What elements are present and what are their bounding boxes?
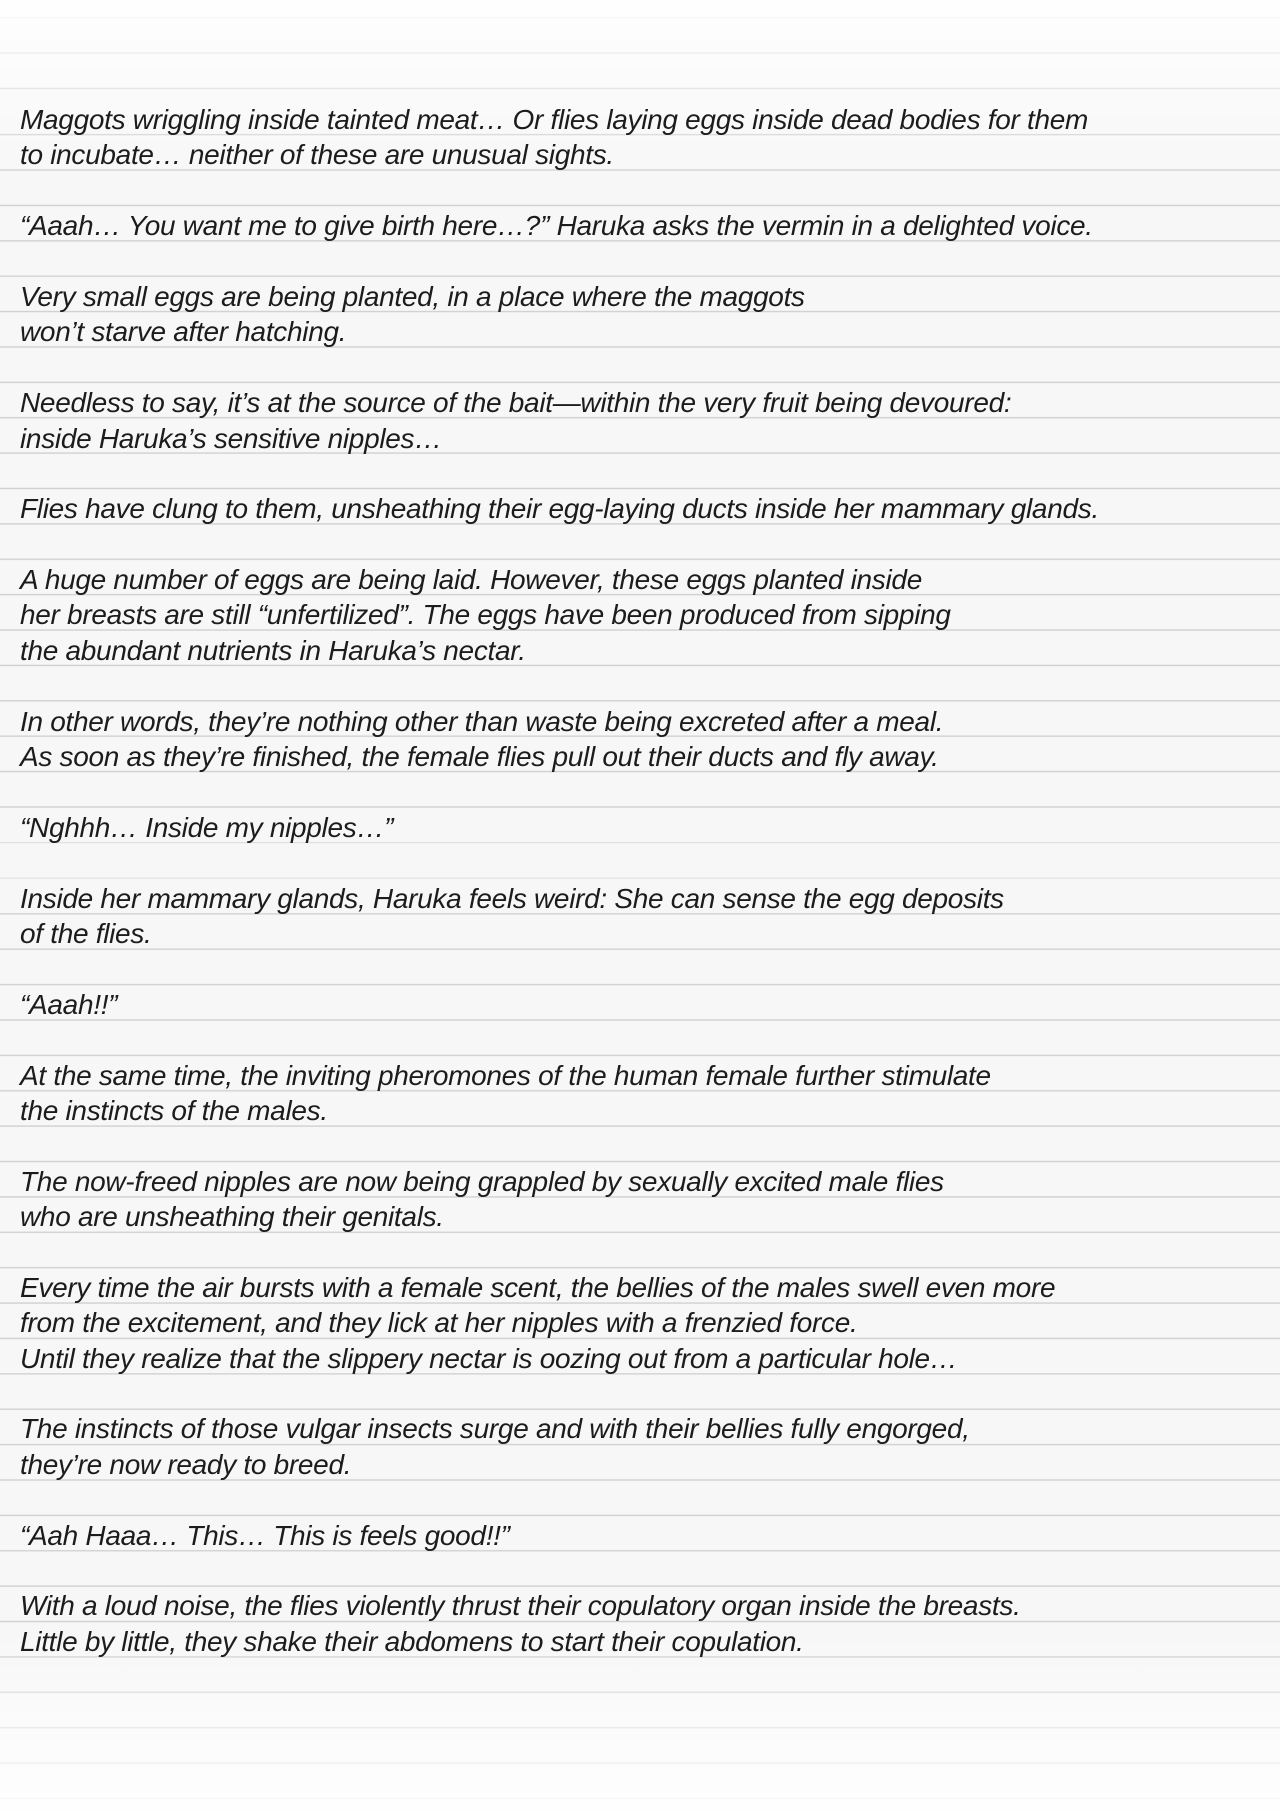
text-line: to incubate… neither of these are unusual sights. xyxy=(20,139,614,171)
text-line: Flies have clung to them, unsheathing their egg-laying ducts inside her mammary glands. xyxy=(20,493,1099,525)
text-line: With a loud noise, the flies violently thrust their copulatory organ inside the breasts. xyxy=(20,1590,1021,1622)
paragraph xyxy=(20,279,1280,350)
paragraph xyxy=(20,704,1280,775)
paragraph xyxy=(20,881,1280,952)
text-line: they’re now ready to breed. xyxy=(20,1448,352,1480)
paragraph xyxy=(20,1270,1280,1376)
text-line: inside Haruka’s sensitive nipples… xyxy=(20,422,442,454)
text-line: Little by little, they shake their abdomens to start their copulation. xyxy=(20,1625,804,1657)
text-line: “Aaah!!” xyxy=(20,988,118,1020)
text-line: Every time the air bursts with a female scent, the bellies of the males swell even more xyxy=(20,1271,1056,1303)
paragraph xyxy=(20,810,1280,845)
text-line: the instincts of the males. xyxy=(20,1094,328,1126)
text-line: Needless to say, it’s at the source of the bait—within the very fruit being devoured: xyxy=(20,387,1012,419)
text-line: Until they realize that the slippery nectar is oozing out from a particular hole… xyxy=(20,1342,958,1374)
paragraph xyxy=(20,208,1280,243)
paragraph xyxy=(20,1518,1280,1553)
paragraph xyxy=(20,1588,1280,1659)
paragraph xyxy=(20,1411,1280,1482)
text-line: “Nghhh… Inside my nipples…” xyxy=(20,811,394,843)
text-line: her breasts are still “unfertilized”. The eggs have been produced from sipping xyxy=(20,599,951,631)
text-line: who are unsheathing their genitals. xyxy=(20,1201,444,1233)
text-line: Inside her mammary glands, Haruka feels weird: She can sense the egg deposits xyxy=(20,882,1004,914)
text-line: “Aah Haaa… This… This is feels good!!” xyxy=(20,1519,510,1551)
paragraph xyxy=(20,1164,1280,1235)
paragraph xyxy=(20,385,1280,456)
document-text xyxy=(20,102,1280,1695)
text-line: At the same time, the inviting pheromones of the human female further stimulate xyxy=(20,1059,991,1091)
text-line: The instincts of those vulgar insects surge and with their bellies fully engorged, xyxy=(20,1413,970,1445)
text-line: of the flies. xyxy=(20,917,152,949)
text-line: from the excitement, and they lick at her nipples with a frenzied force. xyxy=(20,1307,858,1339)
text-line: A huge number of eggs are being laid. However, these eggs planted inside xyxy=(20,564,922,596)
text-line: “Aaah… You want me to give birth here…?” Haruka asks the vermin in a delighted voice. xyxy=(20,210,1093,242)
text-line: Very small eggs are being planted, in a place where the maggots xyxy=(20,280,805,312)
text-line: won’t starve after hatching. xyxy=(20,316,347,348)
text-line: Maggots wriggling inside tainted meat… Or flies laying eggs inside dead bodies for them xyxy=(20,104,1089,135)
text-line: As soon as they’re finished, the female flies pull out their ducts and fly away. xyxy=(20,741,939,773)
paragraph xyxy=(20,562,1280,668)
paragraph xyxy=(20,987,1280,1022)
paragraph xyxy=(20,1058,1280,1129)
paragraph xyxy=(20,102,1280,173)
text-line: The now-freed nipples are now being grappled by sexually excited male flies xyxy=(20,1165,944,1197)
paragraph xyxy=(20,491,1280,526)
text-line: the abundant nutrients in Haruka’s nectar. xyxy=(20,634,526,666)
text-line: In other words, they’re nothing other than waste being excreted after a meal. xyxy=(20,705,944,737)
